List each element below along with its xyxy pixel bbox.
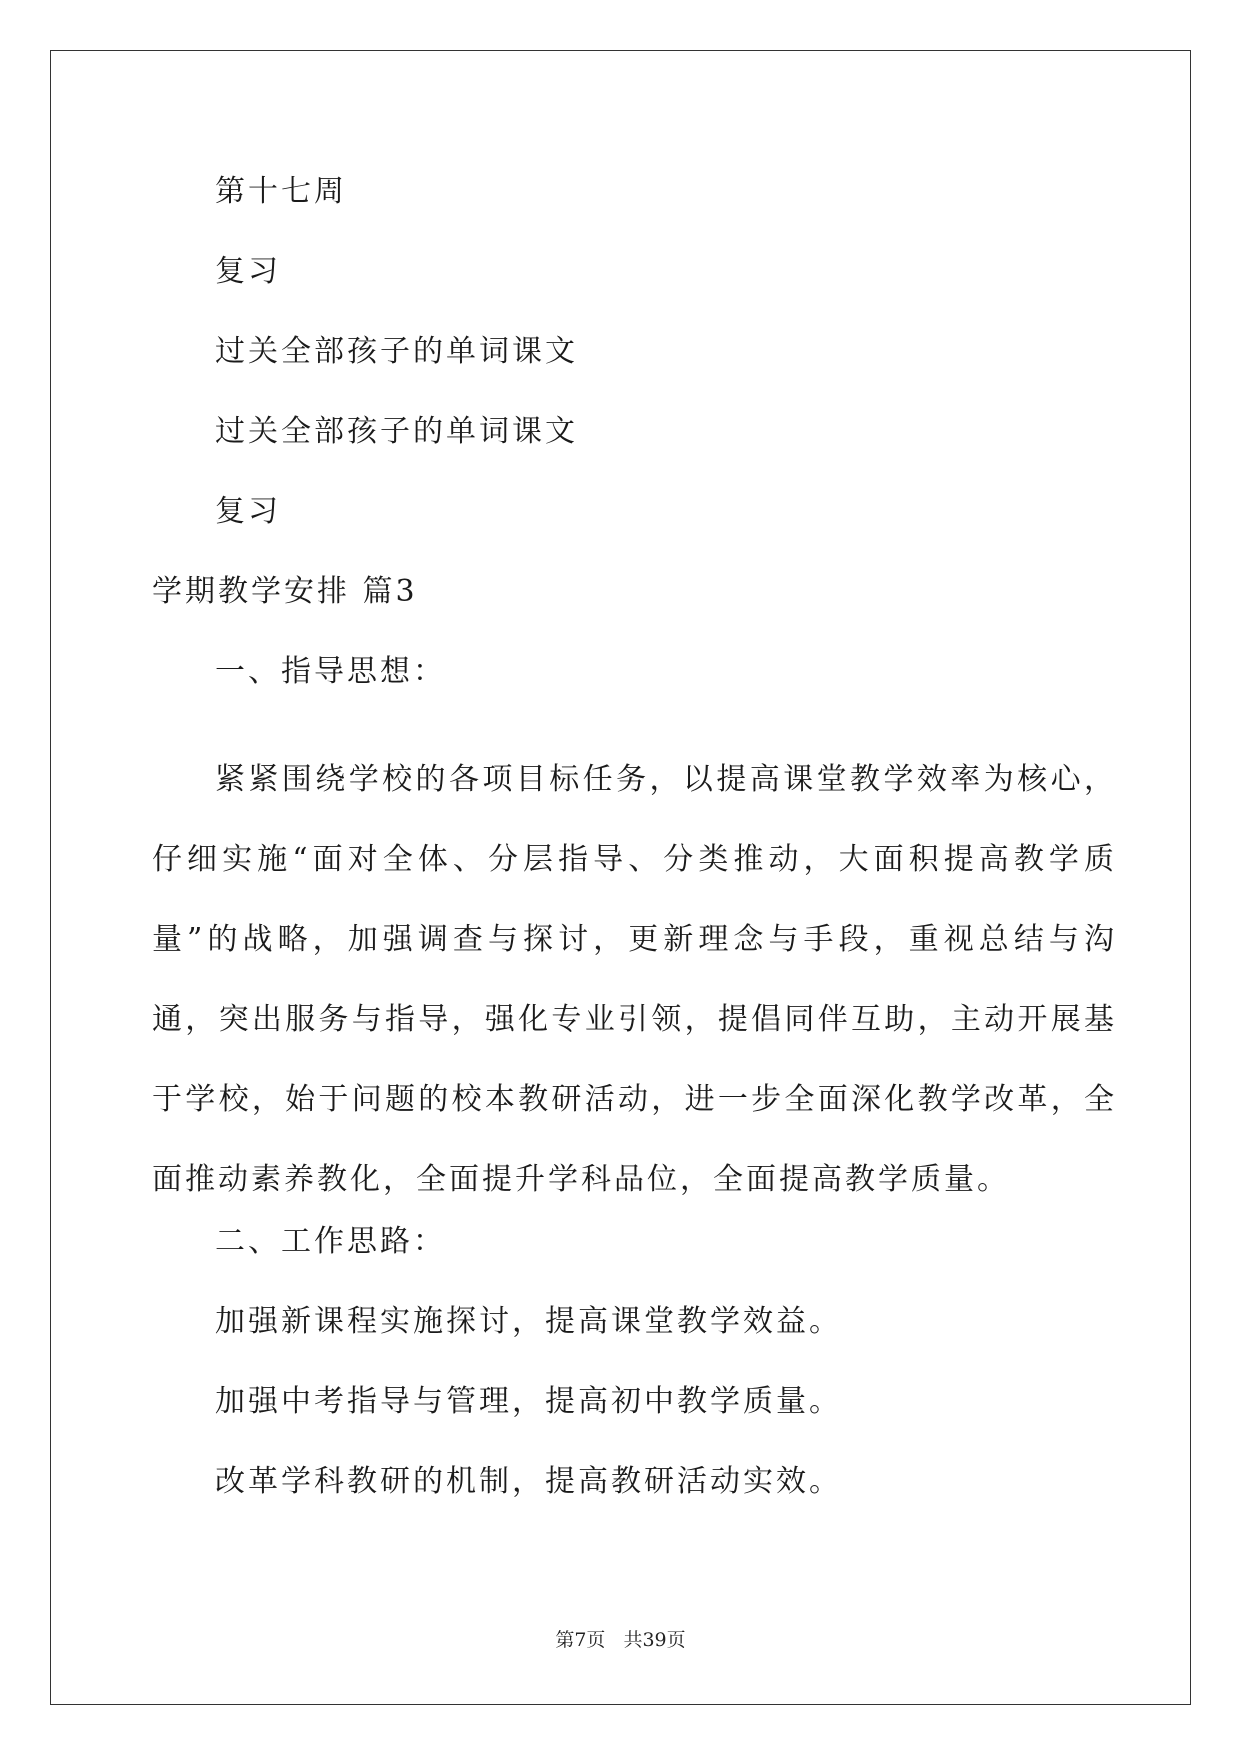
- page-footer: [0, 1628, 1241, 1652]
- guiding-heading: 一、指导思想：: [215, 654, 446, 689]
- review-line-2: 复习: [215, 494, 281, 529]
- week-heading: 第十七周: [215, 174, 347, 209]
- section-heading: 学期教学安排 篇3: [152, 574, 418, 609]
- work-item-1: 加强新课程实施探讨，提高课堂教学效益。: [215, 1304, 842, 1339]
- work-item-2: 加强中考指导与管理，提高初中教学质量。: [215, 1384, 842, 1419]
- page-total: 共39页: [623, 1629, 686, 1651]
- work-heading: 二、工作思路：: [215, 1224, 446, 1259]
- pass-line-2: 过关全部孩子的单词课文: [215, 414, 578, 449]
- review-line-1: 复习: [215, 254, 281, 289]
- pass-line-1: 过关全部孩子的单词课文: [215, 334, 578, 369]
- guiding-paragraph: 紧紧围绕学校的各项目标任务，以提高课堂教学效率为核心，仔细实施“面对全体、分层指导、分类推动，大面积提高教学质量”的战略，加强调查与探讨，更新理念与手段，重视总结与沟通，突出服务与指导，强化专业引领，提倡同伴互助，主动开展基于学校，始于问题的校本教研活动，进一步全面深化教学改革，全面推动素养教化，全面提升学科品位，全面提高教学质量。: [152, 762, 1117, 1197]
- page-number: 第7页: [555, 1629, 606, 1651]
- work-item-3: 改革学科教研的机制，提高教研活动实效。: [215, 1464, 842, 1499]
